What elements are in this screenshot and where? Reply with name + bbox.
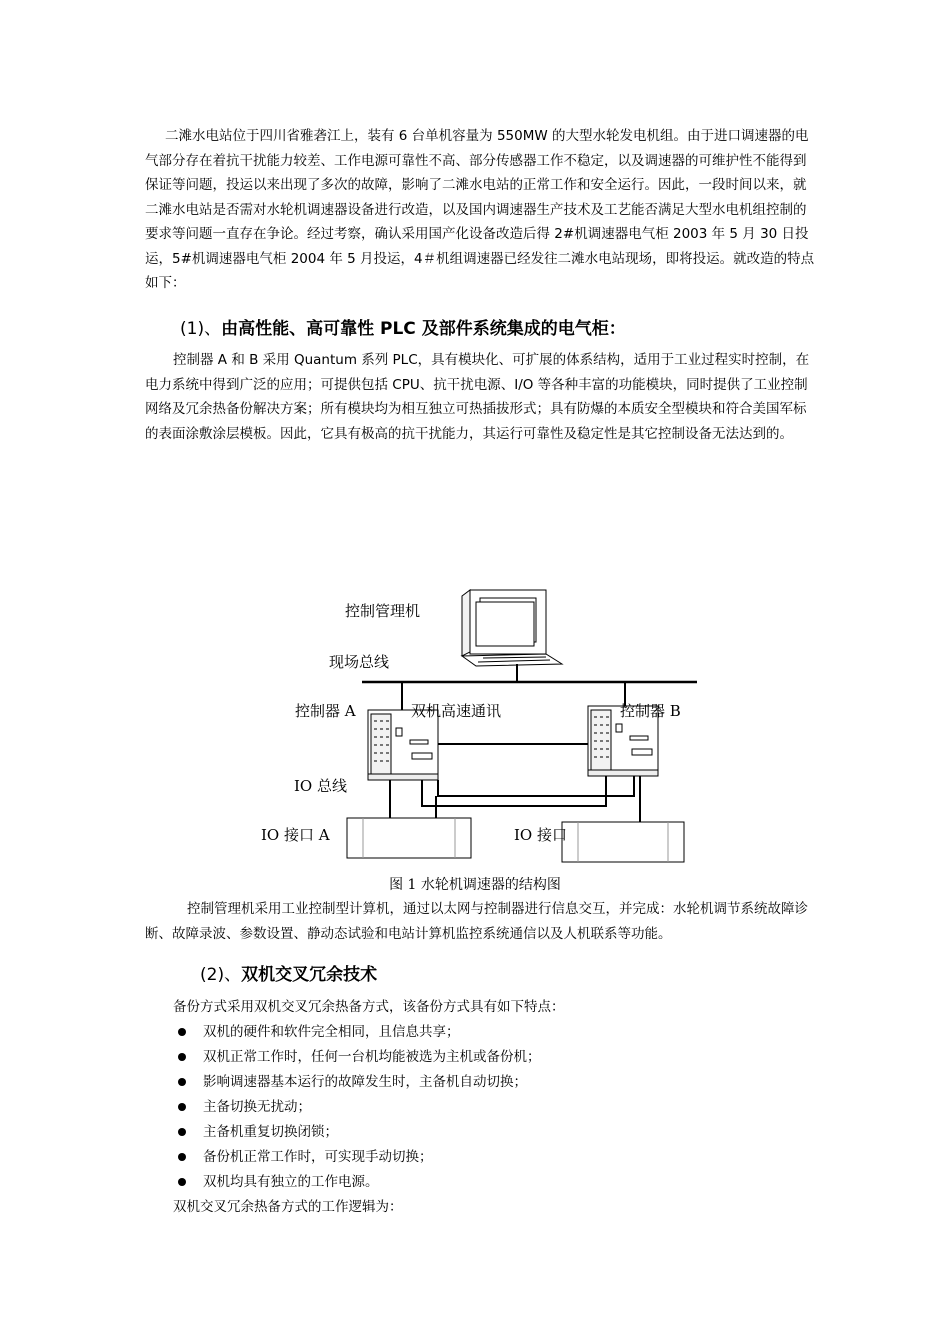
figure-caption: 图 1 水轮机调速器的结构图 [389,877,561,893]
list-item [175,1095,815,1120]
list-item-text: 影响调速器基本运行的故障发生时，主备机自动切换； [203,1074,527,1090]
label-field-bus: 现场总线 [329,653,390,671]
bullet-icon [178,1178,186,1186]
label-controller-b: 控制器 B [620,702,681,720]
label-management-computer: 控制管理机 [345,602,421,620]
section1-number: (1)、 [180,319,222,339]
bullet-icon [178,1078,186,1086]
computer-icon [462,590,562,666]
list-item-text: 备份机正常工作时，可实现手动切换； [203,1149,433,1165]
bullet-icon [178,1028,186,1036]
list-item [175,1070,815,1095]
io-bus-wiring [390,776,640,822]
list-item [175,1020,815,1045]
io-interface-a-box [347,818,471,858]
list-item [175,1045,815,1070]
section2-title: 双机交叉冗余技术 [241,965,378,985]
governor-structure-diagram [250,578,710,870]
label-io-interface-a: IO 接口 A [261,826,330,844]
label-dual-comm: 双机高速通讯 [411,702,502,720]
logic-line: 双机交叉冗余热备方式的工作逻辑为： [173,1199,403,1215]
io-interface-b-box [562,822,684,862]
feature-list [175,1020,815,1195]
intro-paragraph: 二滩水电站位于四川省雅砻江上，装有 6 台单机容量为 550MW 的大型水轮发电机组。由于进口调速器的电气部分存在着抗干扰能力较差、工作电源可靠性不高、部分传感器工作不稳定，以及调速器的可维护性不能得到保证等问题，投运以来出现了多次的故障，影响了二滩水电站的正常工作和安全运行。因此，一段时间以来，就二滩水电站是否需对水轮机调速器设备进行改造，以及国内调速器生产技术及工艺能否满足大型水电机组控制的要求等问题一直存在争论。经过考察，确认采用国产化设备改造后得 2#机调速器电气柜 2003 年 5 月 30 日投运，5#机调速器电气柜 2004 年 5 月投运，4＃机组调速器已经发往二滩水电站现场，即将投运。就改造的特点如下： [145,128,815,291]
section2-number: (2)、 [200,965,242,985]
section1-heading [180,314,626,339]
label-io-interface-b: IO 接口 [514,826,567,844]
bullet-icon [178,1053,186,1061]
list-item-text: 双机正常工作时，任何一台机均能被选为主机或备份机； [203,1049,541,1065]
list-item [175,1120,815,1145]
list-item-text: 双机的硬件和软件完全相同，且信息共享； [203,1024,460,1040]
bullet-icon [178,1128,186,1136]
list-item-text: 主备切换无扰动； [203,1099,311,1115]
bullet-icon [178,1153,186,1161]
section1-title: 由高性能、高可靠性 PLC 及部件系统集成的电气柜： [221,319,626,339]
list-item [175,1170,815,1195]
list-item [175,1145,815,1170]
management-paragraph: 控制管理机采用工业控制型计算机，通过以太网与控制器进行信息交互，并完成：水轮机调节系统故障诊断、故障录波、参数设置、静动态试验和电站计算机监控系统通信以及人机联系等功能。 [145,901,808,942]
bullet-icon [178,1103,186,1111]
section2-intro: 备份方式采用双机交叉冗余热备方式，该备份方式具有如下特点： [173,999,565,1015]
section2-heading [200,960,377,985]
label-controller-a: 控制器 A [295,702,356,720]
section1-paragraph: 控制器 A 和 B 采用 Quantum 系列 PLC，具有模块化、可扩展的体系结构，适用于工业过程实时控制，在电力系统中得到广泛的应用；可提供包括 CPU、抗干扰电源、I/O 等各种丰富的功能模块，同时提供了工业控制网络及冗余热备份解决方案；所有模块均为相互独立可热插拔形式；具有防爆的本质安全型模块和符合美国军标的表面涂敷涂层模板。因此，它具有极高的抗干扰能力，其运行可靠性及稳定性是其它控制设备无法达到的。 [145,352,810,442]
label-io-bus: IO 总线 [294,777,347,795]
list-item-text: 双机均具有独立的工作电源。 [203,1174,379,1190]
list-item-text: 主备机重复切换闭锁； [203,1124,338,1140]
